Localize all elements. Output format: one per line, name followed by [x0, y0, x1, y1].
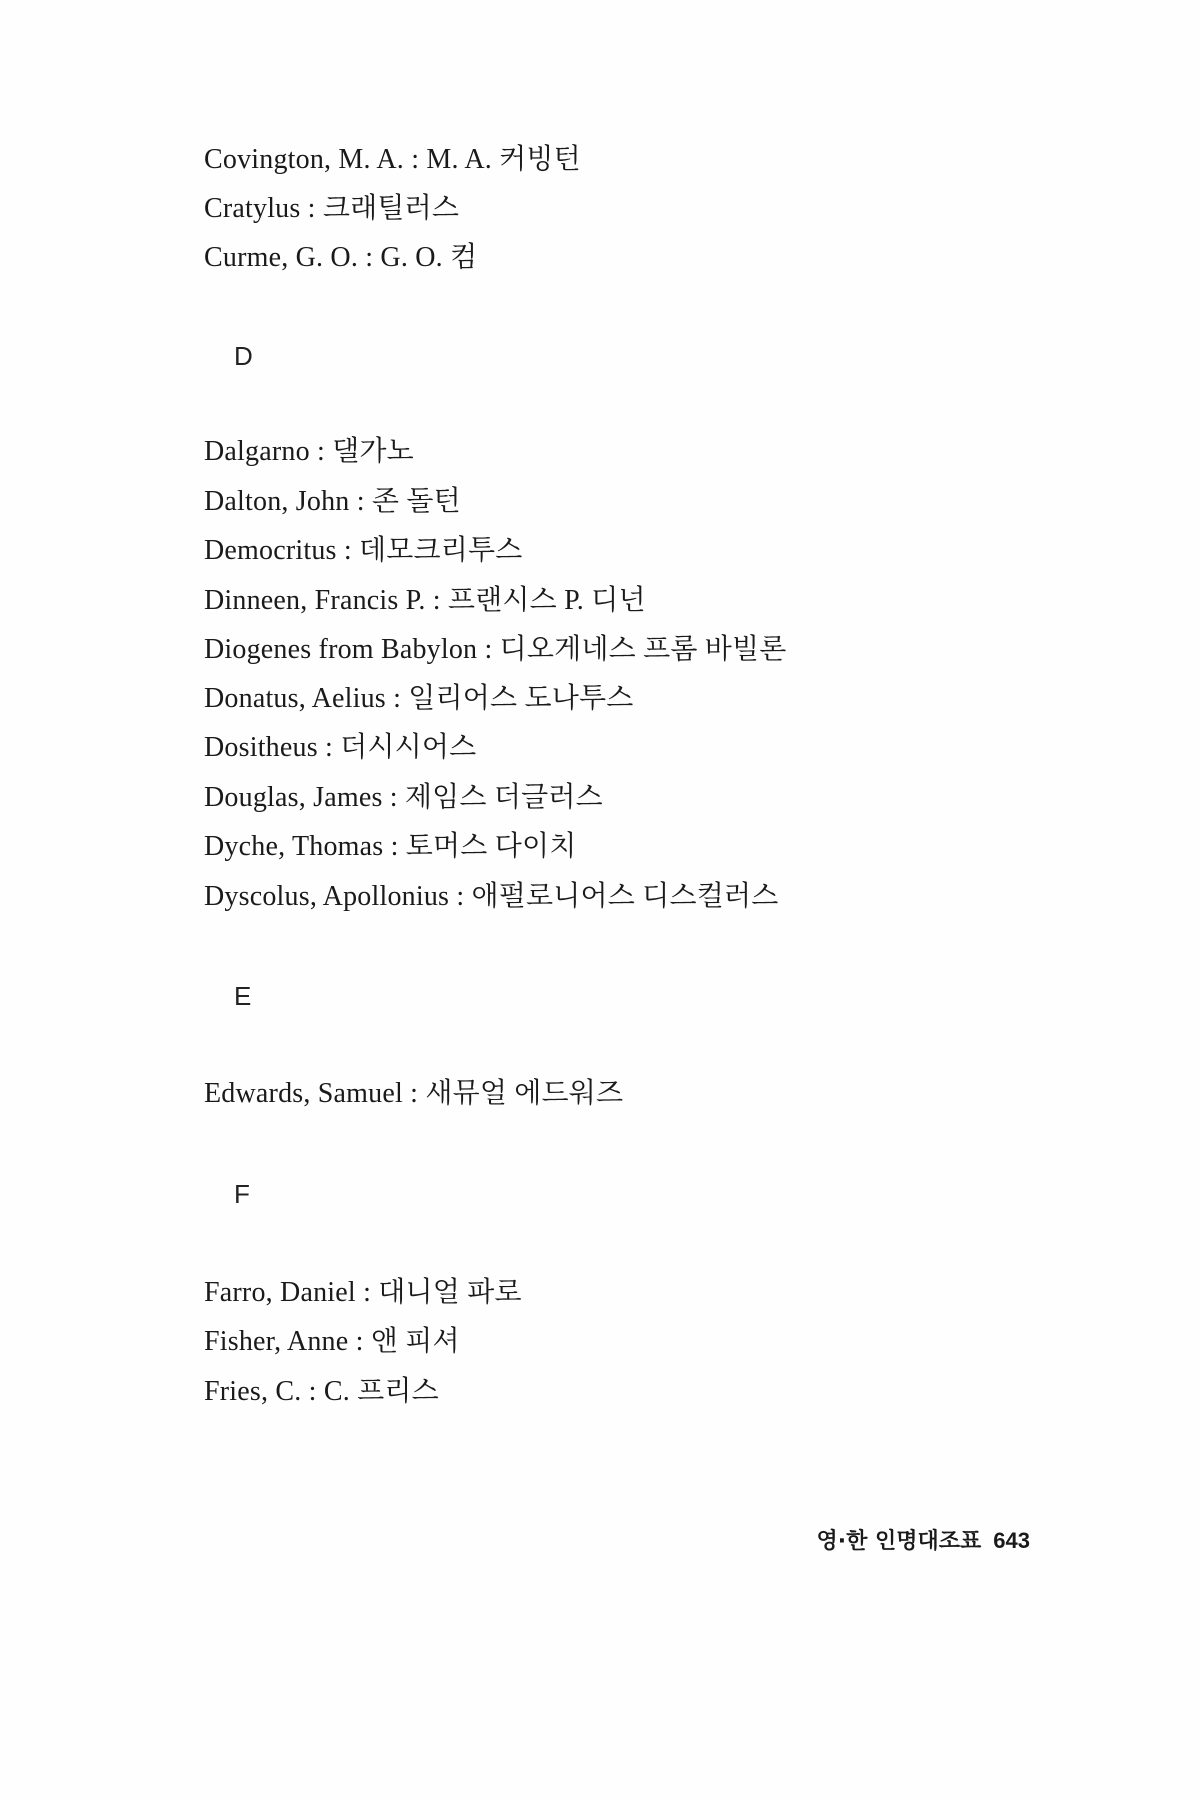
index-entry-fisher: Fisher, Anne : 앤 피셔 — [204, 1326, 460, 1357]
page-number: 643 — [993, 1528, 1030, 1553]
section-heading-e: E — [234, 981, 252, 1011]
index-entry-dalgarno: Dalgarno : 댈가노 — [204, 436, 414, 467]
index-entry-donatus: Donatus, Aelius : 일리어스 도나투스 — [204, 683, 634, 714]
index-entry-democritus: Democritus : 데모크리투스 — [204, 535, 523, 566]
index-entry-dyche: Dyche, Thomas : 토머스 다이치 — [204, 831, 577, 862]
index-entry-cratylus: Cratylus : 크래틸러스 — [204, 193, 460, 224]
running-title: 영·한 인명대조표 — [816, 1529, 982, 1554]
index-entry-covington: Covington, M. A. : M. A. 커빙턴 — [204, 144, 581, 175]
page-footer — [817, 1526, 1031, 1557]
index-entry-farro: Farro, Daniel : 대니얼 파로 — [204, 1277, 522, 1308]
section-heading-f: F — [234, 1179, 250, 1209]
section-heading-d: D — [234, 341, 253, 371]
index-entry-dyscolus: Dyscolus, Apollonius : 애펄로니어스 디스컬러스 — [204, 881, 779, 912]
index-entry-dalton: Dalton, John : 존 돌턴 — [204, 486, 461, 517]
index-entry-douglas: Douglas, James : 제임스 더글러스 — [204, 782, 603, 813]
index-entry-diogenes: Diogenes from Babylon : 디오게네스 프롬 바빌론 — [204, 634, 787, 665]
index-entry-curme: Curme, G. O. : G. O. 컴 — [204, 242, 478, 273]
index-entry-dositheus: Dositheus : 더시시어스 — [204, 732, 477, 763]
index-entry-dinneen: Dinneen, Francis P. : 프랜시스 P. 디넌 — [204, 585, 646, 616]
index-entry-edwards: Edwards, Samuel : 새뮤얼 에드워즈 — [204, 1078, 624, 1109]
index-entry-fries: Fries, C. : C. 프리스 — [204, 1376, 439, 1407]
